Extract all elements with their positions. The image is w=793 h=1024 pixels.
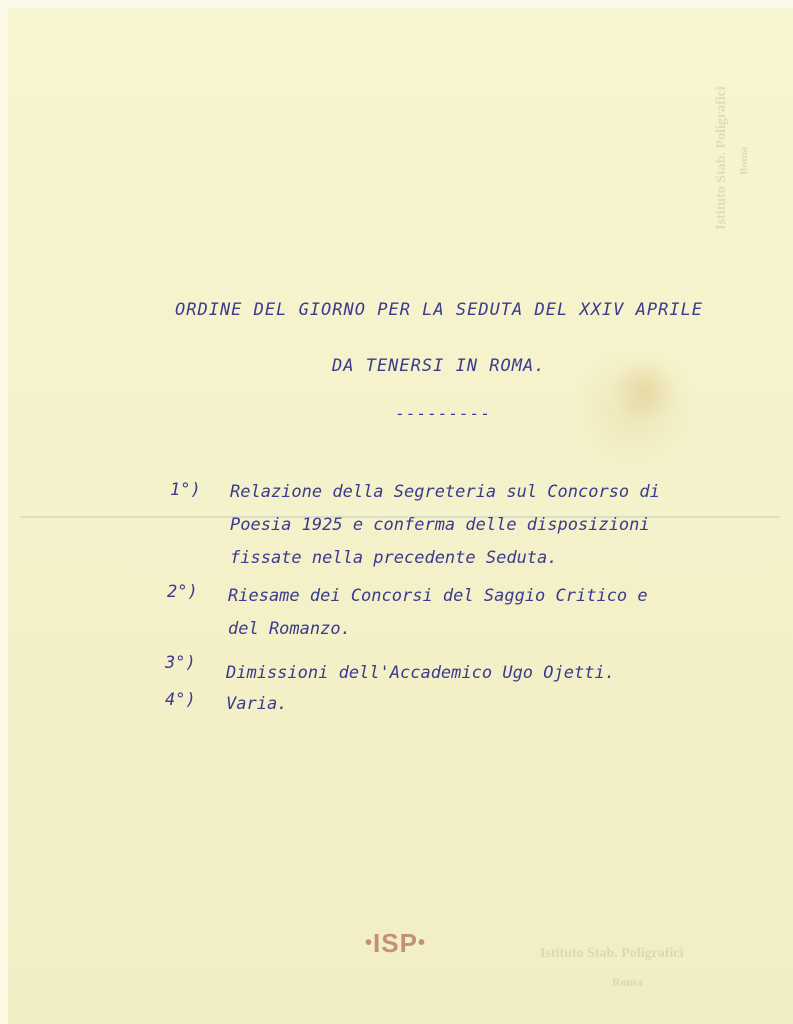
agenda-item-line: Dimissioni dell'Accademico Ugo Ojetti. — [226, 663, 615, 683]
agenda-item-number: 2°) — [167, 582, 198, 602]
agenda-item-line: Poesia 1925 e conferma delle disposizioni — [230, 515, 650, 535]
agenda-item-text — [226, 657, 615, 690]
paper-top-edge — [0, 0, 793, 8]
emboss-stamp-bottom-city: Roma — [612, 975, 643, 989]
agenda-item-text — [228, 580, 648, 646]
document-subheading: DA TENERSI IN ROMA. — [332, 356, 546, 376]
emboss-stamp-top: Istituto Stab. Poligrafici — [713, 86, 729, 230]
paper-left-edge — [0, 0, 8, 1024]
emboss-stamp-bottom: Istituto Stab. Poligrafici — [540, 946, 684, 961]
logo-text: ISP — [373, 928, 418, 958]
agenda-item-line: fissate nella precedente Seduta. — [230, 548, 558, 568]
emboss-stamp-top-city: Roma — [738, 146, 751, 176]
agenda-item-number: 4°) — [165, 690, 196, 710]
agenda-item-text — [230, 476, 660, 575]
agenda-item-line: Relazione della Segreteria sul Concorso di — [230, 482, 660, 502]
agenda-item-number: 1°) — [170, 480, 201, 500]
logo-dot-left: • — [365, 932, 374, 954]
agenda-item-text — [226, 688, 287, 721]
heading-divider: --------- — [395, 404, 491, 423]
agenda-item-line: del Romanzo. — [228, 619, 351, 639]
agenda-item-line: Riesame dei Concorsi del Saggio Critico e — [228, 586, 648, 606]
document-heading: ORDINE DEL GIORNO PER LA SEDUTA DEL XXIV APRILE — [175, 300, 704, 320]
isp-logo — [365, 928, 426, 959]
paper-stain — [610, 360, 680, 420]
agenda-item-line: Varia. — [226, 694, 288, 714]
agenda-item-number: 3°) — [165, 653, 196, 673]
logo-dot-right: • — [417, 932, 426, 954]
